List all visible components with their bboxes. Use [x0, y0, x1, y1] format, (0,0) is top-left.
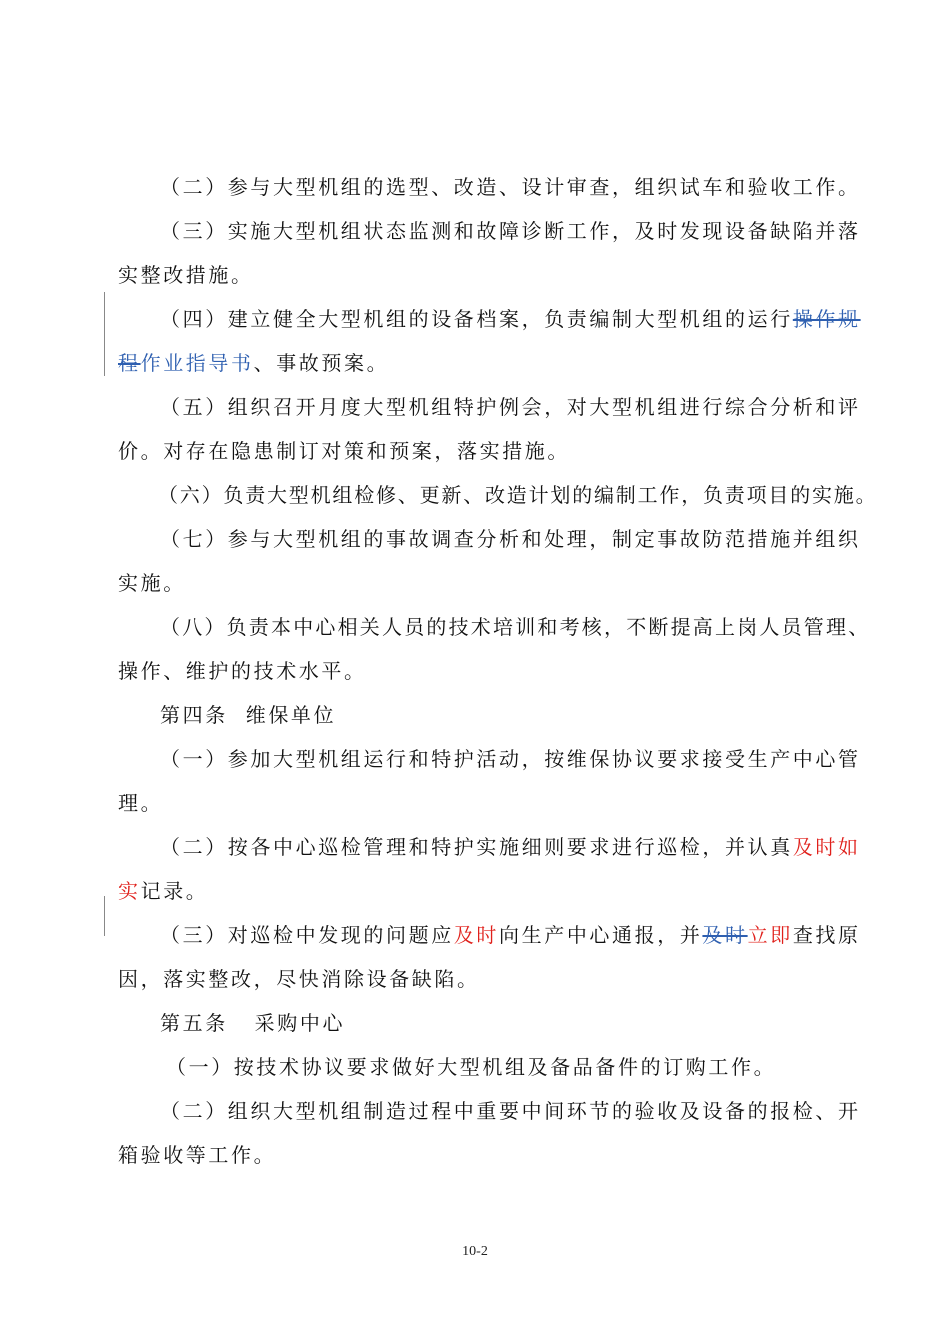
- article-4-heading: 第四条 维保单位: [160, 703, 337, 727]
- page-number: 10-2: [462, 1244, 488, 1259]
- article-4-item-3-line-1: [160, 920, 950, 950]
- article-4-item-1-line-2: 理。: [118, 791, 164, 815]
- article-5-item-2-line-1: （二）组织大型机组制造过程中重要中间环节的验收及设备的报检、开: [160, 1099, 861, 1123]
- item-text: 向生产中心通报，并: [499, 923, 703, 947]
- paragraph-5-line-1: （五）组织召开月度大型机组特护例会，对大型机组进行综合分析和评: [160, 395, 861, 419]
- paragraph-4-text: （四）建立健全大型机组的设备档案，负责编制大型机组的运行: [160, 307, 793, 331]
- paragraph-8-line-1: （八）负责本中心相关人员的技术培训和考核，不断提高上岗人员管理、: [160, 615, 871, 639]
- item-text: （三）对巡检中发现的问题应: [160, 923, 454, 947]
- deleted-text: 操作规: [792, 307, 861, 331]
- article-4-item-3-line-2: 因，落实整改，尽快消除设备缺陷。: [118, 967, 480, 991]
- paragraph-4-line-1: [160, 304, 950, 334]
- paragraph-2-line-1: （二）参与大型机组的选型、改造、设计审查，组织试车和验收工作。: [160, 175, 861, 199]
- paragraph-8-line-2: 操作、维护的技术水平。: [118, 659, 367, 683]
- inserted-text: 立即: [747, 923, 793, 947]
- paragraph-3-line-1: （三）实施大型机组状态监测和故障诊断工作，及时发现设备缺陷并落: [160, 219, 861, 243]
- inserted-text: 及时: [453, 923, 500, 947]
- paragraph-7-line-1: （七）参与大型机组的事故调查分析和处理，制定事故防范措施并组织: [160, 527, 861, 551]
- article-4-item-1-line-1: （一）参加大型机组运行和特护活动，按维保协议要求接受生产中心管: [160, 747, 861, 771]
- article-5-item-1: （一）按技术协议要求做好大型机组及备品备件的订购工作。: [166, 1055, 777, 1079]
- paragraph-6-line-1: （六）负责大型机组检修、更新、改造计划的编制工作，负责项目的实施。: [158, 483, 878, 507]
- article-5-heading: 第五条 采购中心: [160, 1011, 346, 1035]
- paragraph-4-line-2: [118, 348, 950, 378]
- revision-bar: [104, 292, 105, 376]
- article-5-item-2-line-2: 箱验收等工作。: [118, 1143, 277, 1167]
- paragraph-5-line-2: 价。对存在隐患制订对策和预案，落实措施。: [118, 439, 570, 463]
- article-4-item-2-line-1: [160, 832, 950, 862]
- inserted-text: 及时如: [792, 835, 861, 859]
- paragraph-3-line-2: 实整改措施。: [118, 263, 254, 287]
- deleted-text: 程: [118, 351, 141, 375]
- inserted-text: 实: [118, 879, 141, 903]
- paragraph-7-line-2: 实施。: [118, 571, 186, 595]
- article-4-item-2-line-2: [118, 876, 950, 906]
- deleted-text: 及时: [702, 923, 748, 947]
- item-text: 查找原: [792, 923, 861, 947]
- revision-bar: [104, 896, 105, 936]
- paragraph-4-text: 、事故预案。: [253, 351, 390, 375]
- item-text: 记录。: [140, 879, 209, 903]
- item-text: （二）按各中心巡检管理和特护实施细则要求进行巡检，并认真: [160, 835, 793, 859]
- inserted-text: 作业指导书: [140, 351, 254, 375]
